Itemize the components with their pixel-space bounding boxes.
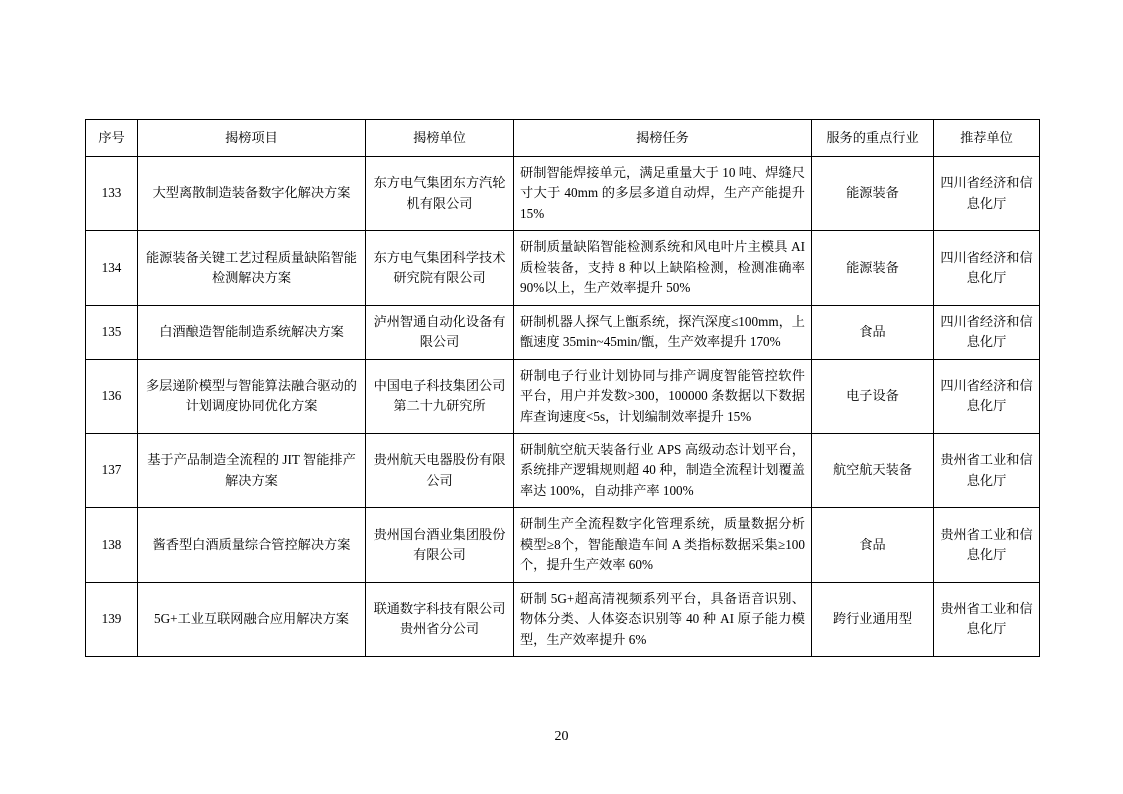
cell-seq: 133 xyxy=(86,157,138,231)
column-header-project: 揭榜项目 xyxy=(138,120,366,157)
cell-project: 能源装备关键工艺过程质量缺陷智能检测解决方案 xyxy=(138,231,366,305)
cell-task: 研制智能焊接单元，满足重量大于 10 吨、焊缝尺寸大于 40mm 的多层多道自动焊，生产产能提升 15% xyxy=(514,157,812,231)
cell-project: 大型离散制造装备数字化解决方案 xyxy=(138,157,366,231)
table-row xyxy=(86,305,1040,359)
column-header-industry: 服务的重点行业 xyxy=(812,120,934,157)
cell-seq: 137 xyxy=(86,433,138,507)
cell-seq: 134 xyxy=(86,231,138,305)
table-row xyxy=(86,582,1040,656)
cell-seq: 136 xyxy=(86,359,138,433)
cell-recommender: 四川省经济和信息化厅 xyxy=(934,157,1040,231)
cell-industry: 能源装备 xyxy=(812,157,934,231)
cell-recommender: 贵州省工业和信息化厅 xyxy=(934,582,1040,656)
cell-seq: 135 xyxy=(86,305,138,359)
cell-unit: 中国电子科技集团公司第二十九研究所 xyxy=(366,359,514,433)
cell-industry: 食品 xyxy=(812,508,934,582)
cell-task: 研制电子行业计划协同与排产调度智能管控软件平台，用户并发数>300，100000 条数据以下数据库查询速度<5s，计划编制效率提升 15% xyxy=(514,359,812,433)
cell-recommender: 四川省经济和信息化厅 xyxy=(934,359,1040,433)
cell-seq: 139 xyxy=(86,582,138,656)
cell-task: 研制生产全流程数字化管理系统，质量数据分析模型≥8个，智能酿造车间 A 类指标数据采集≥100 个，提升生产效率 60% xyxy=(514,508,812,582)
page-number: 20 xyxy=(554,729,569,744)
cell-recommender: 四川省经济和信息化厅 xyxy=(934,305,1040,359)
cell-industry: 跨行业通用型 xyxy=(812,582,934,656)
cell-task: 研制航空航天装备行业 APS 高级动态计划平台，系统排产逻辑规则超 40 种，制造全流程计划覆盖率达 100%，自动排产率 100% xyxy=(514,433,812,507)
table-row xyxy=(86,508,1040,582)
cell-recommender: 四川省经济和信息化厅 xyxy=(934,231,1040,305)
cell-unit: 贵州国台酒业集团股份有限公司 xyxy=(366,508,514,582)
cell-industry: 能源装备 xyxy=(812,231,934,305)
cell-project: 白酒酿造智能制造系统解决方案 xyxy=(138,305,366,359)
cell-project: 多层递阶模型与智能算法融合驱动的计划调度协同优化方案 xyxy=(138,359,366,433)
cell-task: 研制机器人探气上甑系统，探汽深度≤100mm，上甑速度 35min~45min/甑，生产效率提升 170% xyxy=(514,305,812,359)
table-header-row xyxy=(86,120,1040,157)
cell-project: 酱香型白酒质量综合管控解决方案 xyxy=(138,508,366,582)
column-header-seq: 序号 xyxy=(86,120,138,157)
cell-unit: 贵州航天电器股份有限公司 xyxy=(366,433,514,507)
column-header-recommender: 推荐单位 xyxy=(934,120,1040,157)
cell-recommender: 贵州省工业和信息化厅 xyxy=(934,508,1040,582)
project-table-container xyxy=(85,119,1039,657)
cell-seq: 138 xyxy=(86,508,138,582)
cell-industry: 食品 xyxy=(812,305,934,359)
cell-task: 研制 5G+超高清视频系列平台，具备语音识别、物体分类、人体姿态识别等 40 种 AI 原子能力模型，生产效率提升 6% xyxy=(514,582,812,656)
column-header-task: 揭榜任务 xyxy=(514,120,812,157)
cell-unit: 联通数字科技有限公司贵州省分公司 xyxy=(366,582,514,656)
cell-task: 研制质量缺陷智能检测系统和风电叶片主模具 AI 质检装备，支持 8 种以上缺陷检测，检测准确率 90%以上，生产效率提升 50% xyxy=(514,231,812,305)
cell-unit: 东方电气集团科学技术研究院有限公司 xyxy=(366,231,514,305)
cell-industry: 电子设备 xyxy=(812,359,934,433)
cell-unit: 泸州智通自动化设备有限公司 xyxy=(366,305,514,359)
cell-project: 基于产品制造全流程的 JIT 智能排产解决方案 xyxy=(138,433,366,507)
cell-industry: 航空航天装备 xyxy=(812,433,934,507)
table-row xyxy=(86,359,1040,433)
table-row xyxy=(86,433,1040,507)
project-table xyxy=(85,119,1040,657)
cell-project: 5G+工业互联网融合应用解决方案 xyxy=(138,582,366,656)
table-row xyxy=(86,231,1040,305)
cell-unit: 东方电气集团东方汽轮机有限公司 xyxy=(366,157,514,231)
table-row xyxy=(86,157,1040,231)
column-header-unit: 揭榜单位 xyxy=(366,120,514,157)
cell-recommender: 贵州省工业和信息化厅 xyxy=(934,433,1040,507)
